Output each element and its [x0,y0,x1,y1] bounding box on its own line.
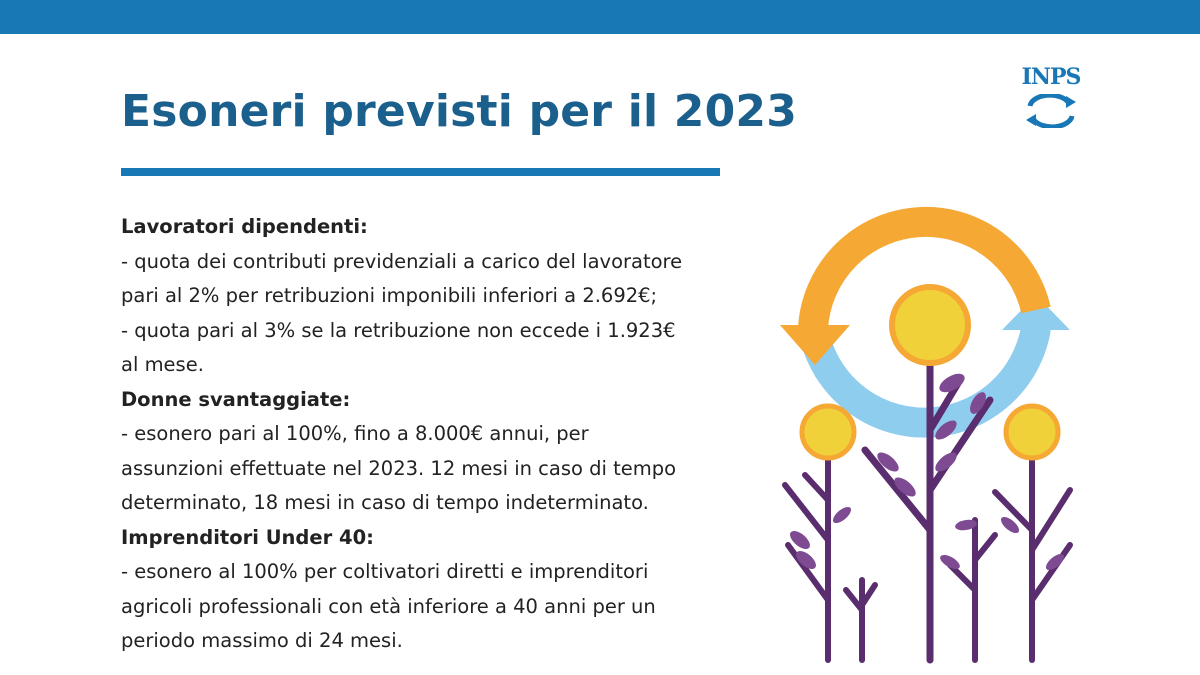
inps-logo [1018,64,1084,156]
center-coin-icon [892,287,968,363]
left-coin-icon [802,406,854,458]
text-line: pari al 2% per retribuzioni imponibili inferiori a 2.692€; [121,284,658,307]
inps-arrows-icon [1024,94,1078,128]
money-plants-illustration [770,200,1090,669]
center-plant-icon [865,340,990,660]
text-line: agricoli professionali con età inferiore a 40 anni per un [121,594,656,618]
logo-text: INPS [1021,64,1081,90]
text-line: - quota dei contributi previdenziali a carico del lavoratore [121,249,683,273]
section-heading: Imprenditori Under 40: [121,525,374,549]
section-heading: Donne svantaggiate: [121,387,351,411]
text-line: al mese. [121,353,204,376]
text-line: - esonero pari al 100%, fino a 8.000€ annui, per [121,422,589,445]
right-plant-icon [950,445,1070,660]
text-line: - quota pari al 3% se la retribuzione non eccede i 1.923€ [121,318,676,342]
page-title: Esoneri previsti per il 2023 [121,86,798,137]
left-plant-icon [785,440,875,660]
section-heading: Lavoratori dipendenti: [121,215,368,238]
title-underline [121,168,720,176]
top-bar [0,0,1200,34]
text-line: assunzioni effettuate nel 2023. 12 mesi in caso di tempo [121,456,677,480]
text-line: periodo massimo di 24 mesi. [121,629,403,652]
text-line: - esonero al 100% per coltivatori diretti e imprenditori [121,560,649,583]
exemptions-text [121,210,761,659]
text-line: determinato, 18 mesi in caso di tempo indeterminato. [121,491,649,514]
right-coin-icon [1006,406,1058,458]
